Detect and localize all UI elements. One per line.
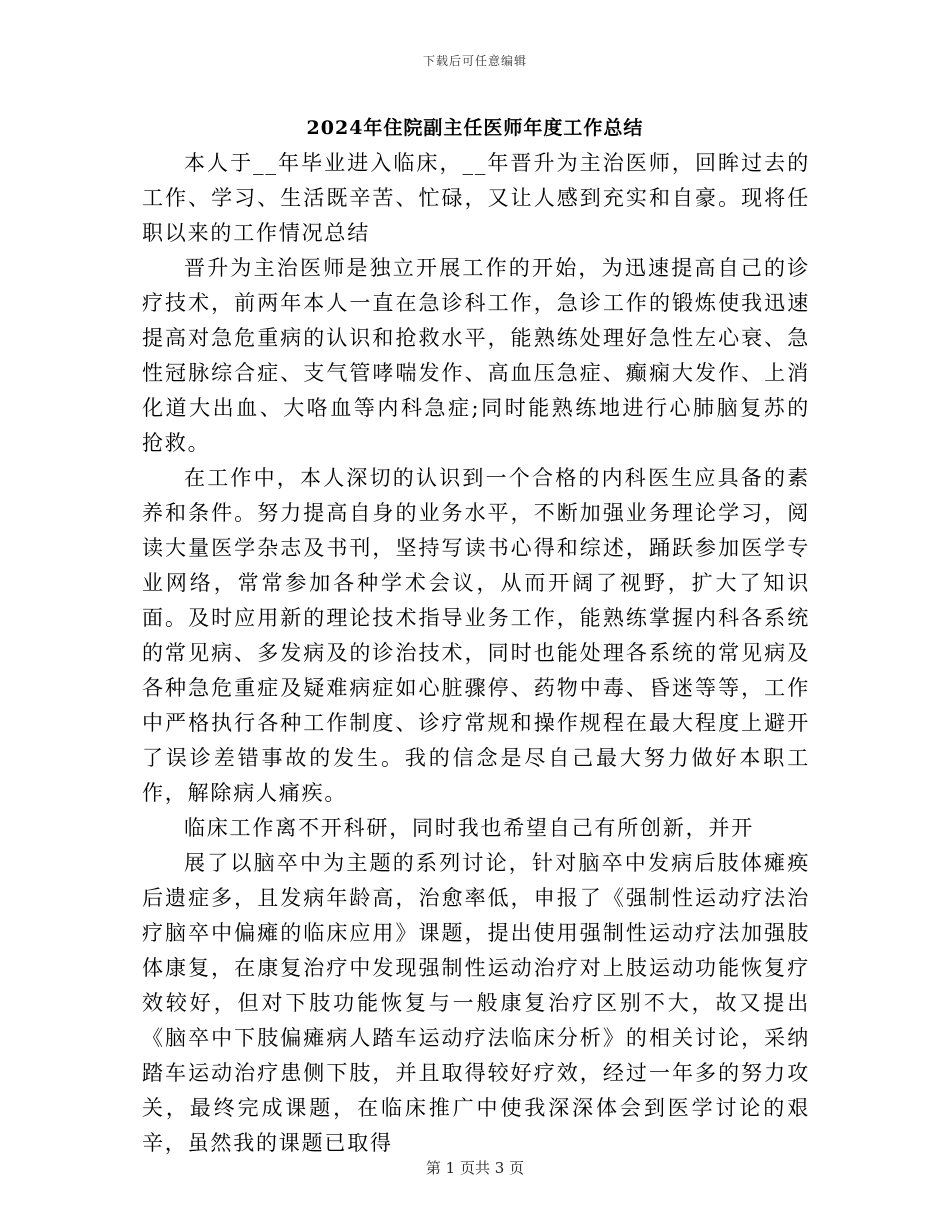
header-note: 下载后可任意编辑 [422,54,527,68]
paragraph-1: 本人于__年毕业进入临床，__年晋升为主治医师，回眸过去的工作、学习、生活既辛苦、忙碌，又让人感到充实和自豪。现将任职以来的工作情况总结 [142,151,810,245]
paragraph-4: 临床工作离不开科研，同时我也希望自己有所创新，并开 [184,816,754,840]
paragraph-3: 在工作中，本人深切的认识到一个合格的内科医生应具备的素养和条件。努力提高自身的业务水平，不断加强业务理论学习，阅读大量医学杂志及书刊，坚持写读书心得和综述，踊跃参加医学专业网络，常常参加各种学术会议，从而开阔了视野，扩大了知识面。及时应用新的理论技术指导业务工作，能熟练掌握内科各系统的常见病、多发病及的诊治技术，同时也能处理各系统的常见病及各种急危重症及疑难病症如心脏骤停、药物中毒、昏迷等等，工作中严格执行各种工作制度、诊疗常规和操作规程在最大程度上避开了误诊差错事故的发生。我的信念是尽自己最大努力做好本职工作，解除病人痛疾。 [142,466,810,805]
paragraph-2: 晋升为主治医师是独立开展工作的开始，为迅速提高自己的诊疗技术，前两年本人一直在急诊科工作，急诊工作的锻炼使我迅速提高对急危重病的认识和抢救水平，能熟练处理好急性左心衰、急性冠脉综合症、支气管哮喘发作、高血压急症、癫痫大发作、上消化道大出血、大咯血等内科急症;同时能熟练地进行心肺脑复苏的抢救。 [142,256,810,455]
page-number: 第 1 页共 3 页 [425,1159,525,1177]
document-title: 2024年住院副主任医师年度工作总结 [306,117,644,139]
paragraph-5: 展了以脑卒中为主题的系列讨论，针对脑卒中发病后肢体瘫痪后遗症多，且发病年龄高，治愈率低，申报了《强制性运动疗法治疗脑卒中偏瘫的临床应用》课题，提出使用强制性运动疗法加强肢体康复，在康复治疗中发现强制性运动治疗对上肢运动功能恢复疗效较好，但对下肢功能恢复与一般康复治疗区别不大，故又提出《脑卒中下肢偏瘫病人踏车运动疗法临床分析》的相关讨论，采纳踏车运动治疗患侧下肢，并且取得较好疗效，经过一年多的努力攻关，最终完成课题，在临床推广中使我深深体会到医学讨论的艰辛，虽然我的课题已取得 [142,851,810,1155]
document-body [142,146,810,1161]
